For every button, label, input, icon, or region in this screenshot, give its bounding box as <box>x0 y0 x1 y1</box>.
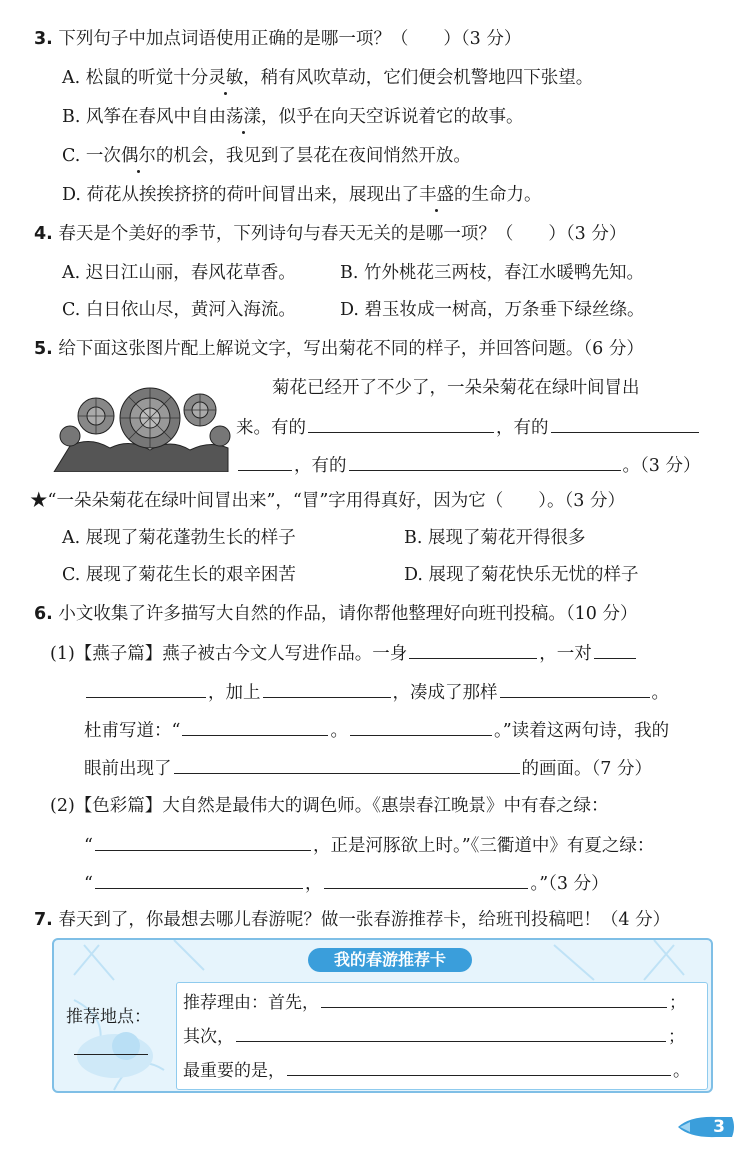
q5-star-question: ★“一朵朵菊花在绿叶间冒出来”，“冒”字用得真好，因为它（ ）。（3 分） <box>30 491 625 511</box>
q6-blank-11[interactable] <box>324 870 528 889</box>
q3-option-c[interactable]: C. 一次偶尔的机会，我见到了昙花在夜间悄然开放。 <box>62 146 471 166</box>
q6-line7: “ ， 。”（3 分） <box>84 870 609 896</box>
q6-blank-7[interactable] <box>350 717 492 736</box>
q6-blank-10[interactable] <box>95 870 303 889</box>
q5-option-d[interactable]: D. 展现了菊花快乐无忧的样子 <box>404 565 639 585</box>
q6-blank-4[interactable] <box>263 679 391 698</box>
q6-line5: (2)【色彩篇】大自然是最伟大的调色师。《惠崇春江晚景》中有春之绿： <box>50 796 609 816</box>
q3-option-a[interactable]: A. 松鼠的听觉十分灵敏，稍有风吹草动，它们便会机警地四下张望。 <box>62 68 594 88</box>
q5-blank-2[interactable] <box>551 414 699 433</box>
reason-line-3: 最重要的是， 。 <box>183 1057 690 1082</box>
q6-blank-5[interactable] <box>500 679 650 698</box>
card-title: 我的春游推荐卡 <box>308 948 472 972</box>
place-blank[interactable] <box>74 1054 148 1055</box>
q3-stem: 3. 下列句子中加点词语使用正确的是哪一项？（ ）（3 分） <box>34 29 522 49</box>
q5-blank-1[interactable] <box>308 414 494 433</box>
q6-line2: ，加上 ，凑成了那样 。 <box>84 679 669 705</box>
q5-option-c[interactable]: C. 展现了菊花生长的艰辛困苦 <box>62 565 296 585</box>
q5-line1: 菊花已经开了不少了，一朵朵菊花在绿叶间冒出 <box>272 378 640 398</box>
reason-blank-2[interactable] <box>236 1023 666 1042</box>
q6-blank-3[interactable] <box>86 679 206 698</box>
q6-blank-1[interactable] <box>409 640 537 659</box>
q3-option-b[interactable]: B. 风筝在春风中自由荡漾，似乎在向天空诉说着它的故事。 <box>62 107 524 127</box>
recommend-place-label: 推荐地点： <box>66 1007 151 1027</box>
q6-blank-8[interactable] <box>174 755 520 774</box>
q4-option-c[interactable]: C. 白日依山尽，黄河入海流。 <box>62 300 296 320</box>
q5-option-a[interactable]: A. 展现了菊花蓬勃生长的样子 <box>62 528 296 548</box>
q3-number: 3. <box>34 29 53 49</box>
q5-line2: 来。有的 ，有的 <box>236 414 701 440</box>
q6-blank-9[interactable] <box>95 832 311 851</box>
q4-stem: 4. 春天是个美好的季节，下列诗句与春天无关的是哪一项？（ ）（3 分） <box>34 224 627 244</box>
reason-line-2: 其次， ； <box>183 1023 685 1048</box>
q6-stem: 6. 小文收集了许多描写大自然的作品，请你帮他整理好向班刊投稿。（10 分） <box>34 604 638 624</box>
q4-option-b[interactable]: B. 竹外桃花三两枝，春江水暖鸭先知。 <box>340 263 644 283</box>
q5-option-b[interactable]: B. 展现了菊花开得很多 <box>404 528 586 548</box>
recommend-place-box <box>56 986 174 1086</box>
q4-option-d[interactable]: D. 碧玉妆成一树高，万条垂下绿丝绦。 <box>340 300 645 320</box>
q4-option-a[interactable]: A. 迟日江山丽，春风花草香。 <box>62 263 296 283</box>
q5-blank-3[interactable] <box>238 452 292 471</box>
q6-line6: “ ，正是河豚欲上时。”《三衢道中》有夏之绿： <box>84 832 654 858</box>
q5-stem: 5. 给下面这张图片配上解说文字，写出菊花不同的样子，并回答问题。（6 分） <box>34 339 644 359</box>
chrysanthemum-illustration <box>50 376 232 472</box>
page-number-badge <box>676 1114 736 1140</box>
spring-trip-card <box>52 938 713 1093</box>
q6-blank-6[interactable] <box>182 717 328 736</box>
q6-line1: (1)【燕子篇】燕子被古今文人写进作品。一身 ，一对 <box>50 640 638 666</box>
reason-line-1: 推荐理由：首先， ； <box>183 989 686 1014</box>
q3-option-d[interactable]: D. 荷花从挨挨挤挤的荷叶间冒出来，展现出了丰盛的生命力。 <box>62 185 542 205</box>
reason-blank-1[interactable] <box>321 989 667 1008</box>
q6-line3: 杜甫写道：“ 。 。”读着这两句诗，我的 <box>84 717 669 743</box>
q5-line3: ，有的 。（3 分） <box>236 452 700 478</box>
reason-blank-3[interactable] <box>287 1057 671 1076</box>
page-number: 3 <box>713 1117 725 1137</box>
q7-stem: 7. 春天到了，你最想去哪儿春游呢？做一张春游推荐卡，给班刊投稿吧！（4 分） <box>34 910 671 930</box>
recommend-reasons-box <box>176 982 708 1090</box>
q5-blank-4[interactable] <box>349 452 621 471</box>
q6-line4: 眼前出现了 的画面。（7 分） <box>84 755 652 781</box>
q6-blank-2[interactable] <box>594 640 636 659</box>
